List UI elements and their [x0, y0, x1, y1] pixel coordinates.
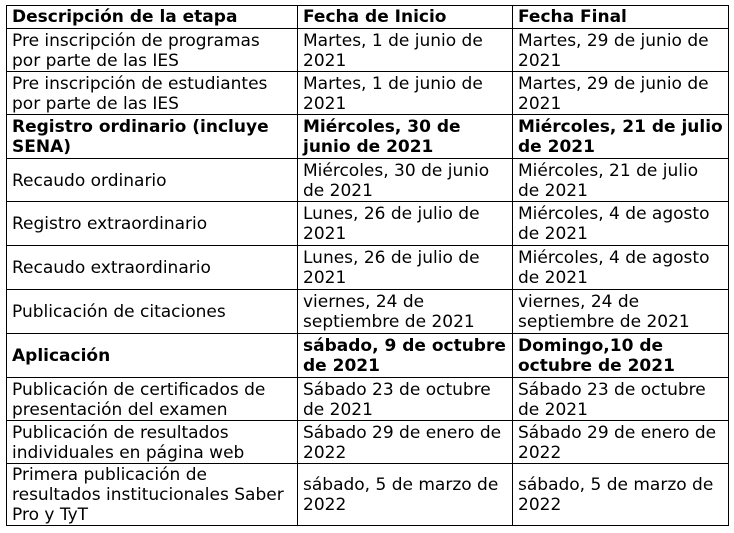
table-row: [7, 290, 729, 334]
stage-cell: Pre inscripción de programas por parte de las IES: [7, 29, 298, 72]
stage-cell: Recaudo extraordinario: [7, 246, 298, 290]
table-row: [7, 115, 729, 159]
end-date-cell: Miércoles, 21 de julio de 2021: [513, 115, 729, 159]
stage-cell: Aplicación: [7, 334, 298, 378]
start-date-cell: Martes, 1 de junio de 2021: [298, 29, 513, 72]
end-date-cell: viernes, 24 de septiembre de 2021: [513, 290, 729, 334]
stage-cell: Registro ordinario (incluye SENA): [7, 115, 298, 159]
table-row: [7, 202, 729, 246]
table-row: [7, 29, 729, 72]
table-row: [7, 159, 729, 202]
end-date-cell: Domingo,10 de octubre de 2021: [513, 334, 729, 378]
stage-cell: Recaudo ordinario: [7, 159, 298, 202]
start-date-cell: Lunes, 26 de julio de 2021: [298, 202, 513, 246]
start-date-cell: sábado, 5 de marzo de 2022: [298, 464, 513, 526]
start-date-cell: Miércoles, 30 de junio de 2021: [298, 115, 513, 159]
header-stage: Descripción de la etapa: [7, 6, 298, 29]
start-date-cell: Sábado 23 de octubre de 2021: [298, 378, 513, 421]
header-end-date: Fecha Final: [513, 6, 729, 29]
end-date-cell: Miércoles, 21 de julio de 2021: [513, 159, 729, 202]
table-header-row: [7, 6, 729, 29]
table-row: [7, 246, 729, 290]
end-date-cell: Sábado 29 de enero de 2022: [513, 421, 729, 464]
stage-cell: Publicación de citaciones: [7, 290, 298, 334]
table-row: [7, 72, 729, 115]
stage-cell: Registro extraordinario: [7, 202, 298, 246]
schedule-table: [6, 5, 729, 526]
start-date-cell: Lunes, 26 de julio de 2021: [298, 246, 513, 290]
stage-cell: Publicación de resultados individuales en página web: [7, 421, 298, 464]
stage-cell: Primera publicación de resultados institucionales Saber Pro y TyT: [7, 464, 298, 526]
start-date-cell: sábado, 9 de octubre de 2021: [298, 334, 513, 378]
stage-cell: Pre inscripción de estudiantes por parte de las IES: [7, 72, 298, 115]
table-row: [7, 378, 729, 421]
table-row: [7, 421, 729, 464]
end-date-cell: sábado, 5 de marzo de 2022: [513, 464, 729, 526]
start-date-cell: Sábado 29 de enero de 2022: [298, 421, 513, 464]
end-date-cell: Martes, 29 de junio de 2021: [513, 72, 729, 115]
end-date-cell: Miércoles, 4 de agosto de 2021: [513, 202, 729, 246]
stage-cell: Publicación de certificados de presentación del examen: [7, 378, 298, 421]
start-date-cell: Martes, 1 de junio de 2021: [298, 72, 513, 115]
table-row: [7, 334, 729, 378]
end-date-cell: Martes, 29 de junio de 2021: [513, 29, 729, 72]
table-row: [7, 464, 729, 526]
end-date-cell: Sábado 23 de octubre de 2021: [513, 378, 729, 421]
end-date-cell: Miércoles, 4 de agosto de 2021: [513, 246, 729, 290]
start-date-cell: viernes, 24 de septiembre de 2021: [298, 290, 513, 334]
start-date-cell: Miércoles, 30 de junio de 2021: [298, 159, 513, 202]
header-start-date: Fecha de Inicio: [298, 6, 513, 29]
